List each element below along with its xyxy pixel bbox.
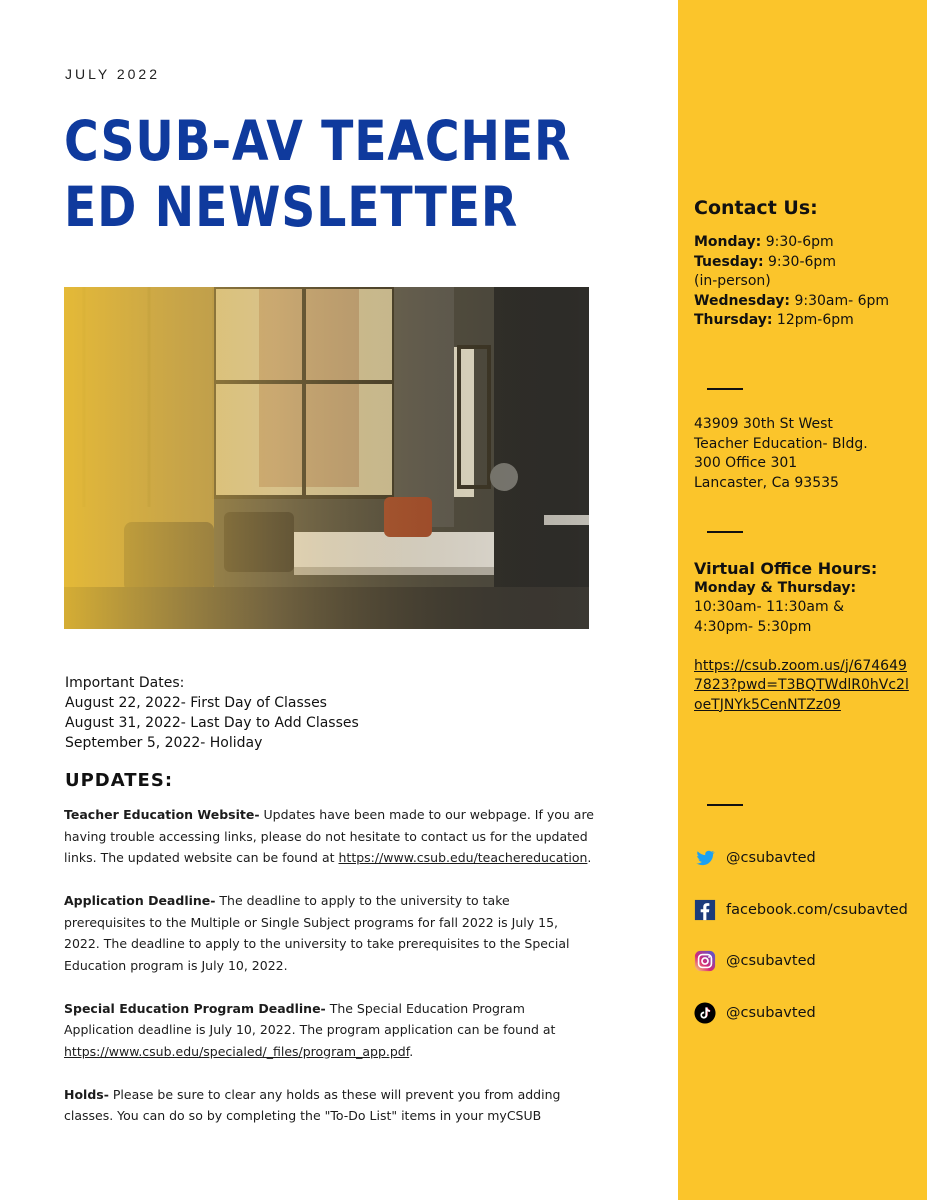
update-label: Special Education Program Deadline-	[64, 1000, 326, 1016]
hours-time: 9:30-6pm	[761, 234, 834, 250]
update-text: The Special Education Program Application deadline is July 10, 2022. The program application can be found at	[64, 1000, 556, 1037]
virtual-office-hours	[694, 559, 914, 715]
hours-row	[694, 253, 889, 273]
hours-time: 9:30am- 6pm	[790, 292, 890, 309]
contact-title: Contact Us:	[694, 197, 818, 219]
address-line: Lancaster, Ca 93535	[694, 474, 839, 491]
title-line-1: CSUB-AV TEACHER	[64, 109, 572, 173]
social-handle: @csubavted	[726, 1005, 816, 1021]
hours-time: 9:30-6pm	[763, 253, 836, 270]
divider	[707, 388, 743, 390]
facebook-icon	[694, 899, 716, 921]
hours-row	[694, 272, 889, 292]
program-app-link[interactable]: https://www.csub.edu/specialed/_files/program_app.pdf	[64, 1043, 410, 1059]
update-label: Teacher Education Website-	[64, 807, 260, 822]
hours-day: Wednesday:	[694, 292, 791, 309]
social-facebook[interactable]	[694, 899, 908, 921]
twitter-icon	[694, 847, 716, 869]
update-text-end: .	[409, 1043, 414, 1059]
hours-day: Tuesday:	[694, 253, 764, 270]
newsletter-title	[64, 108, 580, 240]
hours-row	[694, 311, 889, 331]
important-dates	[65, 673, 359, 753]
address-line: 43909 30th St West	[694, 416, 833, 432]
address-line: Teacher Education- Bldg.	[694, 435, 868, 452]
tiktok-icon	[694, 1002, 716, 1024]
date-item: September 5, 2022- Holiday	[65, 735, 263, 751]
hours-time: 12pm-6pm	[772, 312, 854, 328]
title-line-2: ED NEWSLETTER	[64, 175, 519, 239]
social-twitter[interactable]	[694, 847, 816, 869]
update-label: Application Deadline-	[64, 893, 216, 908]
virtual-time: 4:30pm- 5:30pm	[694, 618, 812, 635]
hours-time: (in-person)	[694, 273, 771, 289]
update-text-end: .	[587, 850, 592, 865]
update-label: Holds-	[64, 1086, 109, 1102]
social-tiktok[interactable]	[694, 1002, 816, 1024]
update-holds	[64, 1084, 594, 1127]
update-application	[64, 890, 594, 976]
divider	[707, 804, 743, 806]
issue-date: JULY 2022	[65, 66, 160, 82]
zoom-link[interactable]: https://csub.zoom.us/j/6746497823?pwd=T3BQTWdlR0hVc2loeTJNYk5CenNTZz09	[694, 657, 909, 713]
social-instagram[interactable]	[694, 950, 816, 972]
updates-heading: UPDATES:	[65, 770, 174, 791]
social-handle: @csubavted	[726, 850, 816, 866]
update-text: Updates have been made to our webpage. If you are having trouble accessing links, please do not hesitate to contact us for the updated links. The updated website can be found at	[64, 807, 595, 865]
important-dates-heading: Important Dates:	[65, 675, 185, 691]
updates-body	[64, 804, 594, 1148]
office-hours	[694, 233, 889, 331]
update-text: Please be sure to clear any holds as these will prevent you from adding classes. You can do so by completing the "To-Do List" items in your myCSUB	[64, 1086, 561, 1123]
virtual-heading: Virtual Office Hours:	[694, 559, 878, 578]
update-text: The deadline to apply to the university to take prerequisites to the Multiple or Single Subject programs for fall 2022 is July 15, 2022. The deadline to apply to the university to take prerequisites to the Special Education program is July 10, 2022.	[64, 893, 570, 973]
address	[694, 415, 868, 493]
hours-row	[694, 292, 889, 312]
social-handle: @csubavted	[726, 953, 816, 969]
virtual-days: Monday & Thursday:	[694, 579, 857, 596]
social-handle: facebook.com/csubavted	[726, 902, 908, 918]
divider	[707, 531, 743, 533]
instagram-icon	[694, 950, 716, 972]
date-item: August 22, 2022- First Day of Classes	[65, 695, 327, 711]
classroom-photo	[64, 287, 589, 629]
virtual-time: 10:30am- 11:30am &	[694, 599, 844, 615]
hours-day: Thursday:	[694, 312, 773, 328]
website-link[interactable]: https://www.csub.edu/teachereducation	[338, 850, 588, 865]
date-item: August 31, 2022- Last Day to Add Classes	[65, 715, 359, 731]
update-website	[64, 804, 594, 869]
update-sped	[64, 998, 594, 1063]
address-line: 300 Office 301	[694, 455, 798, 471]
hours-day: Monday:	[694, 234, 762, 250]
hours-row	[694, 233, 889, 253]
